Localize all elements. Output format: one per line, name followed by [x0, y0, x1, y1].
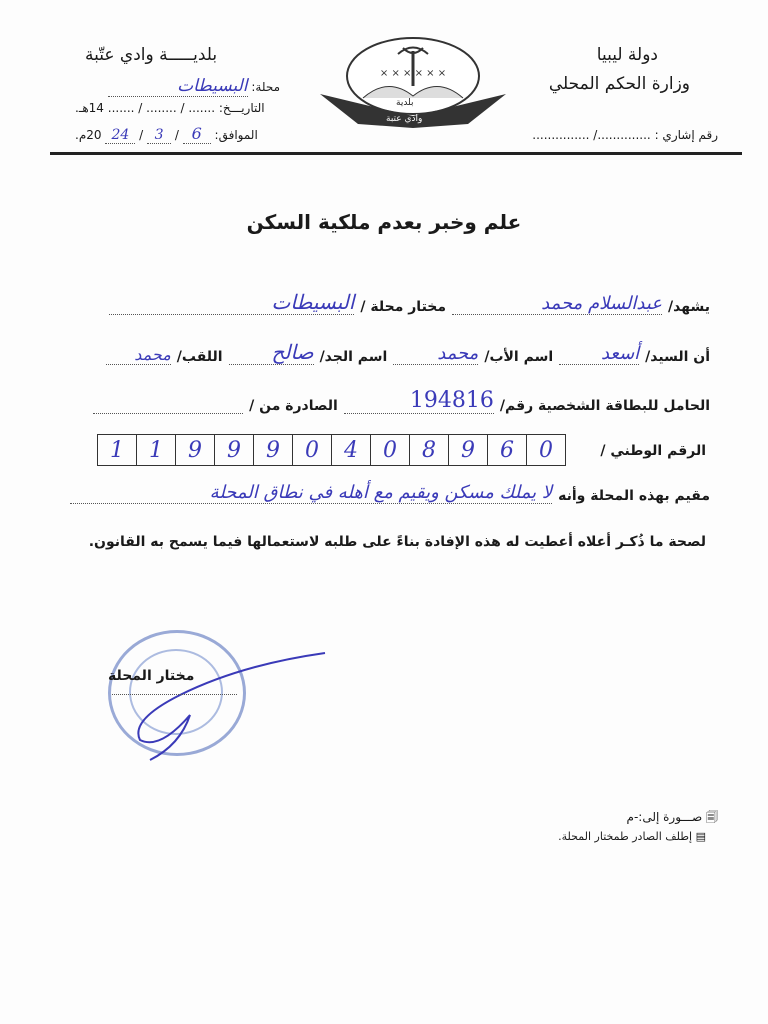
- resident-value: لا يملك مسكن ويقيم مع أهله في نطاق المحلة: [70, 482, 552, 504]
- header-divider: [50, 152, 742, 155]
- reference-number: [532, 128, 718, 142]
- handwritten-signature: [120, 645, 340, 765]
- country-name: دولة ليبيا: [596, 45, 658, 65]
- id-value: 194816: [344, 388, 494, 414]
- national-digit: 9: [448, 435, 487, 465]
- gregorian-date: الموافق: 6 / 3 / 24 20م.: [75, 124, 258, 143]
- document-icon: ▤: [695, 830, 706, 843]
- greg-suffix: 20م.: [75, 128, 102, 142]
- locality-label: محلة:: [251, 80, 280, 94]
- national-number-label: الرقم الوطني /: [600, 443, 706, 459]
- surname-value: محمد: [106, 345, 171, 365]
- witness-row: [70, 290, 710, 315]
- national-digit: 9: [214, 435, 253, 465]
- locality-line: [80, 76, 280, 97]
- locality-value: البسيطات: [108, 76, 248, 97]
- copies-item: [558, 830, 706, 843]
- logo-text-top: بلدية: [396, 98, 414, 108]
- residence-row: [70, 482, 710, 504]
- name-label: أن السيد/: [645, 349, 710, 365]
- signature-label: مختار المحلة: [108, 668, 195, 684]
- grandfather-label: اسم الجد/: [319, 349, 388, 365]
- father-label: اسم الأب/: [484, 349, 554, 365]
- national-number-boxes: [97, 434, 566, 466]
- grandfather-value: صالح: [229, 340, 314, 365]
- hijri-date: [75, 101, 265, 115]
- logo-text-bottom: وادي عتبة: [386, 114, 423, 124]
- mukhtar-label: مختار محلة /: [360, 299, 447, 315]
- witness-label: يشهد/: [668, 299, 710, 315]
- id-label: الحامل للبطاقة الشخصية رقم/: [499, 398, 710, 414]
- name-row: [70, 340, 710, 365]
- national-digit: 6: [487, 435, 526, 465]
- national-digit: 8: [409, 435, 448, 465]
- witness-value: عبدالسلام محمد: [452, 293, 662, 315]
- father-value: محمد: [393, 343, 478, 365]
- hijri-label: التاريـــخ:: [218, 101, 265, 115]
- copies-item-text: إطلف الصادر طمختار المحلة.: [558, 830, 693, 843]
- national-digit: 9: [175, 435, 214, 465]
- national-digit: 0: [370, 435, 409, 465]
- national-digit: 0: [292, 435, 331, 465]
- copies-heading: [627, 808, 718, 829]
- closing-statement: لصحة ما ذُكـر أعلاه أعطيت له هذه الإفادة بناءً على طلبه لاستعمالها فيما يسمح به القانون.: [88, 534, 706, 550]
- mukhtar-value: البسيطات: [109, 290, 354, 315]
- greg-day: 6: [183, 124, 211, 144]
- national-digit: 0: [526, 435, 565, 465]
- issued-value: [93, 397, 243, 414]
- municipality-logo: [318, 36, 508, 131]
- resident-label: مقيم بهذه المحلة وأنه: [558, 488, 710, 504]
- ministry-name: وزارة الحكم المحلي: [548, 74, 690, 94]
- ref-value: ............../ ...............: [532, 128, 651, 142]
- ref-label: رقم إشاري :: [654, 128, 718, 142]
- svg-text:× × × × × ×: × × × × × ×: [379, 68, 447, 79]
- name-value: أسعد: [559, 343, 639, 365]
- surname-label: اللقب/: [176, 349, 223, 365]
- id-row: [70, 388, 710, 414]
- municipality-name: بلديـــــة وادي عتّبة: [85, 45, 218, 65]
- hijri-value: ....... / ........ / ....... 14هـ.: [75, 101, 216, 115]
- signature-line: [112, 694, 237, 695]
- greg-month: 3: [147, 127, 171, 144]
- greg-label: الموافق:: [214, 128, 258, 142]
- copies-icon: 🗐: [706, 810, 718, 824]
- national-digit: 1: [136, 435, 175, 465]
- national-digit: 4: [331, 435, 370, 465]
- national-digit: 1: [110, 437, 124, 463]
- greg-year: 24: [105, 127, 135, 144]
- document-title: علم وخبر بعدم ملكية السكن: [246, 210, 522, 234]
- copies-label: صـــورة إلى:-م: [626, 810, 703, 824]
- national-digit: 9: [253, 435, 292, 465]
- issued-label: الصادرة من /: [249, 398, 338, 414]
